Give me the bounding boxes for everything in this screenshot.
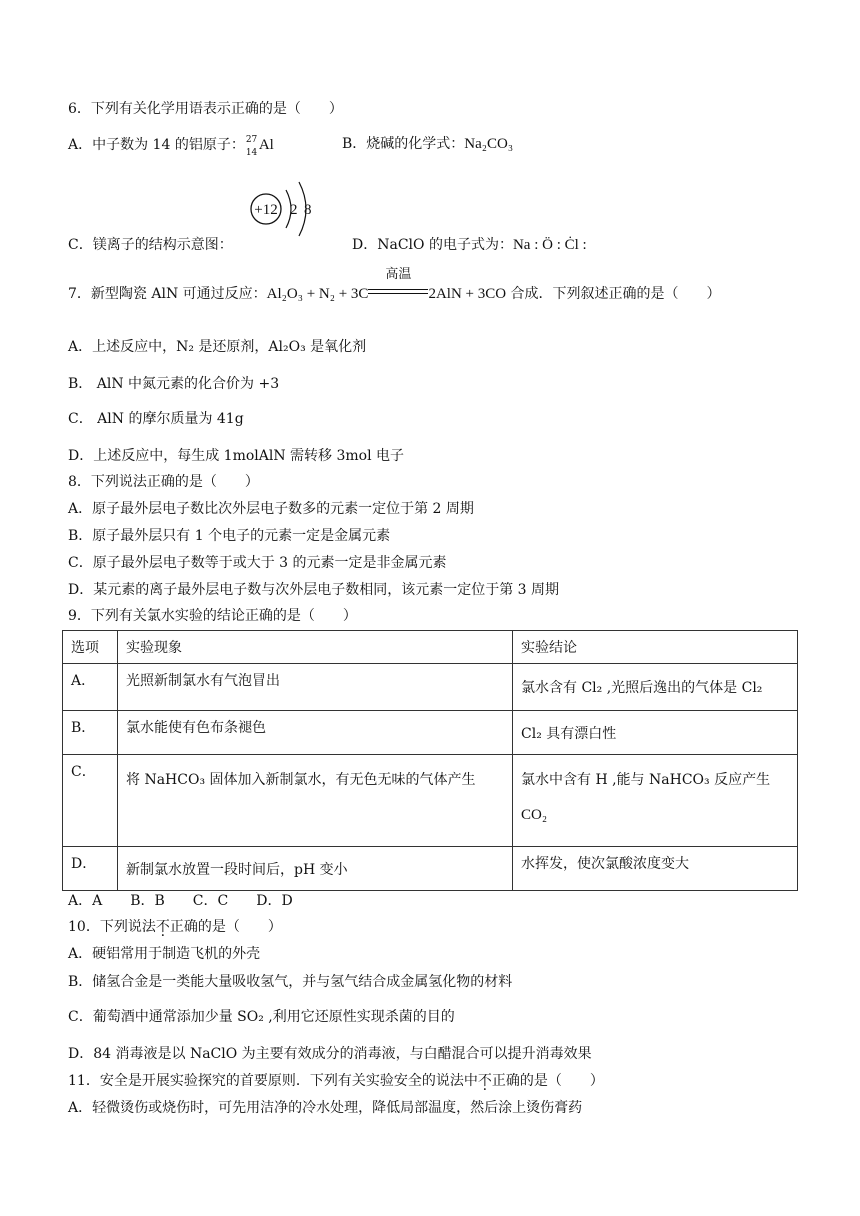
q6-a-label: A．中子数为 14 的铝原子： [68, 137, 245, 153]
q11-stem-post: 正确的是（ ） [491, 1073, 604, 1089]
table-header-row [63, 631, 798, 664]
q7-option-d: D．上述反应中，每生成 1molAlN 需转移 3mol 电子 [68, 448, 405, 464]
q10-option-a: A．硬铝常用于制造飞机的外壳 [68, 946, 261, 962]
q7-stem-pre: 7．新型陶瓷 AlN 可通过反应： [68, 286, 267, 302]
q10-option-b: B．储氢合金是一类能大量吸收氢气，并与氢气结合成金属氢化物的材料 [68, 974, 513, 990]
q7-option-c: C． AlN 的摩尔质量为 41g [68, 411, 244, 427]
q6-b-formula: Na₂CO₃ [464, 136, 514, 152]
q10-option-c: C．葡萄酒中通常添加少量 SO₂ ,利用它还原性实现杀菌的目的 [68, 1009, 455, 1025]
q8-option-a: A．原子最外层电子数比次外层电子数多的元素一定位于第 2 周期 [68, 501, 474, 517]
q6-option-b [342, 135, 513, 153]
row-phenomenon: 将 NaHCO₃ 固体加入新制氯水，有无色无味的气体产生 [118, 755, 513, 847]
table-row [63, 847, 798, 891]
q10-stem [68, 918, 282, 936]
q7-eq-right: 2AlN + 3CO [428, 286, 507, 302]
row-option: D． [63, 847, 118, 891]
q7-option-b: B． AlN 中氮元素的化合价为 +3 [68, 376, 280, 392]
q8-option-c: C．原子最外层电子数等于或大于 3 的元素一定是非金属元素 [68, 555, 447, 571]
q6-b-label: B．烧碱的化学式： [342, 136, 465, 152]
q7-eq-left: Al₂O₃ + N₂ + 3C [266, 286, 369, 302]
row-conclusion [513, 755, 798, 847]
q11-option-a: A．轻微烫伤或烧伤时，可先用洁净的冷水处理，降低局部温度，然后涂上烫伤膏药 [68, 1100, 583, 1116]
row-phenomenon: 光照新制氯水有气泡冒出 [118, 664, 513, 711]
row-option: B． [63, 711, 118, 755]
q10-stem-pre: 10．下列说法 [68, 919, 156, 935]
q11-stem [68, 1072, 604, 1090]
row-conclusion: 氯水含有 Cl₂ ,光照后逸出的气体是 Cl₂ [513, 664, 798, 711]
row-conclusion: 水挥发，使次氯酸浓度变大 [513, 847, 798, 891]
table-row [63, 711, 798, 755]
header-option: 选项 [63, 631, 118, 664]
q8-option-b: B．原子最外层只有 1 个电子的元素一定是金属元素 [68, 528, 391, 544]
mg-shell-2: 8 [304, 202, 312, 218]
mg-ion-diagram [246, 176, 326, 246]
table-row [63, 664, 798, 711]
q10-stem-post: 正确的是（ ） [169, 919, 282, 935]
q11-emphasis-not: 不 [477, 1073, 492, 1089]
row-option: A． [63, 664, 118, 711]
q6-stem: 6．下列有关化学用语表示正确的是（ ） [68, 101, 343, 117]
header-conclusion: 实验结论 [513, 631, 798, 664]
q6-d-label: D．NaClO 的电子式为： [352, 237, 513, 253]
q6-option-a [68, 135, 274, 158]
table-row [63, 755, 798, 847]
atomic-number: 14 [245, 148, 258, 158]
row-conclusion-line1: 氯水中含有 H ,能与 NaHCO₃ 反应产生 [521, 772, 771, 788]
q7-option-a: A．上述反应中，N₂ 是还原剂，Al₂O₃ 是氧化剂 [68, 339, 367, 355]
row-option: C． [63, 755, 118, 847]
al-nuclide [245, 135, 259, 158]
q9-stem: 9．下列有关氯水实验的结论正确的是（ ） [68, 608, 357, 624]
reaction-arrow [368, 267, 428, 300]
q8-stem: 8．下列说法正确的是（ ） [68, 474, 259, 490]
q8-option-d: D．某元素的离子最外层电子数与次外层电子数相同，该元素一定位于第 3 周期 [68, 582, 560, 598]
al-symbol: Al [258, 137, 274, 153]
q6-option-d [352, 236, 587, 254]
mg-nucleus: +12 [254, 202, 278, 218]
row-conclusion-line2: CO₂ [521, 807, 548, 823]
mg-shell-1: 2 [290, 202, 298, 218]
header-phenomenon: 实验现象 [118, 631, 513, 664]
q10-option-d: D．84 消毒液是以 NaClO 为主要有效成分的消毒液，与白醋混合可以提升消毒效果 [68, 1046, 592, 1062]
q6-option-c: C．镁离子的结构示意图： [68, 237, 233, 253]
q10-emphasis-not: 不 [155, 919, 170, 935]
row-phenomenon: 氯水能使有色布条褪色 [118, 711, 513, 755]
q6-d-formula: Na : Ö : Ċl : [512, 237, 587, 253]
reaction-condition: 高温 [385, 267, 412, 282]
q11-stem-pre: 11．安全是开展实验探究的首要原则．下列有关实验安全的说法中 [68, 1073, 478, 1089]
q7-stem [68, 267, 721, 303]
mass-number: 27 [245, 135, 258, 145]
chlorine-water-table [62, 630, 798, 891]
row-phenomenon: 新制氯水放置一段时间后，pH 变小 [118, 847, 513, 891]
q7-stem-post: 合成．下列叙述正确的是（ ） [510, 286, 721, 302]
row-conclusion: Cl₂ 具有漂白性 [513, 711, 798, 755]
q9-choices: A．A B．B C．C D．D [68, 893, 293, 909]
